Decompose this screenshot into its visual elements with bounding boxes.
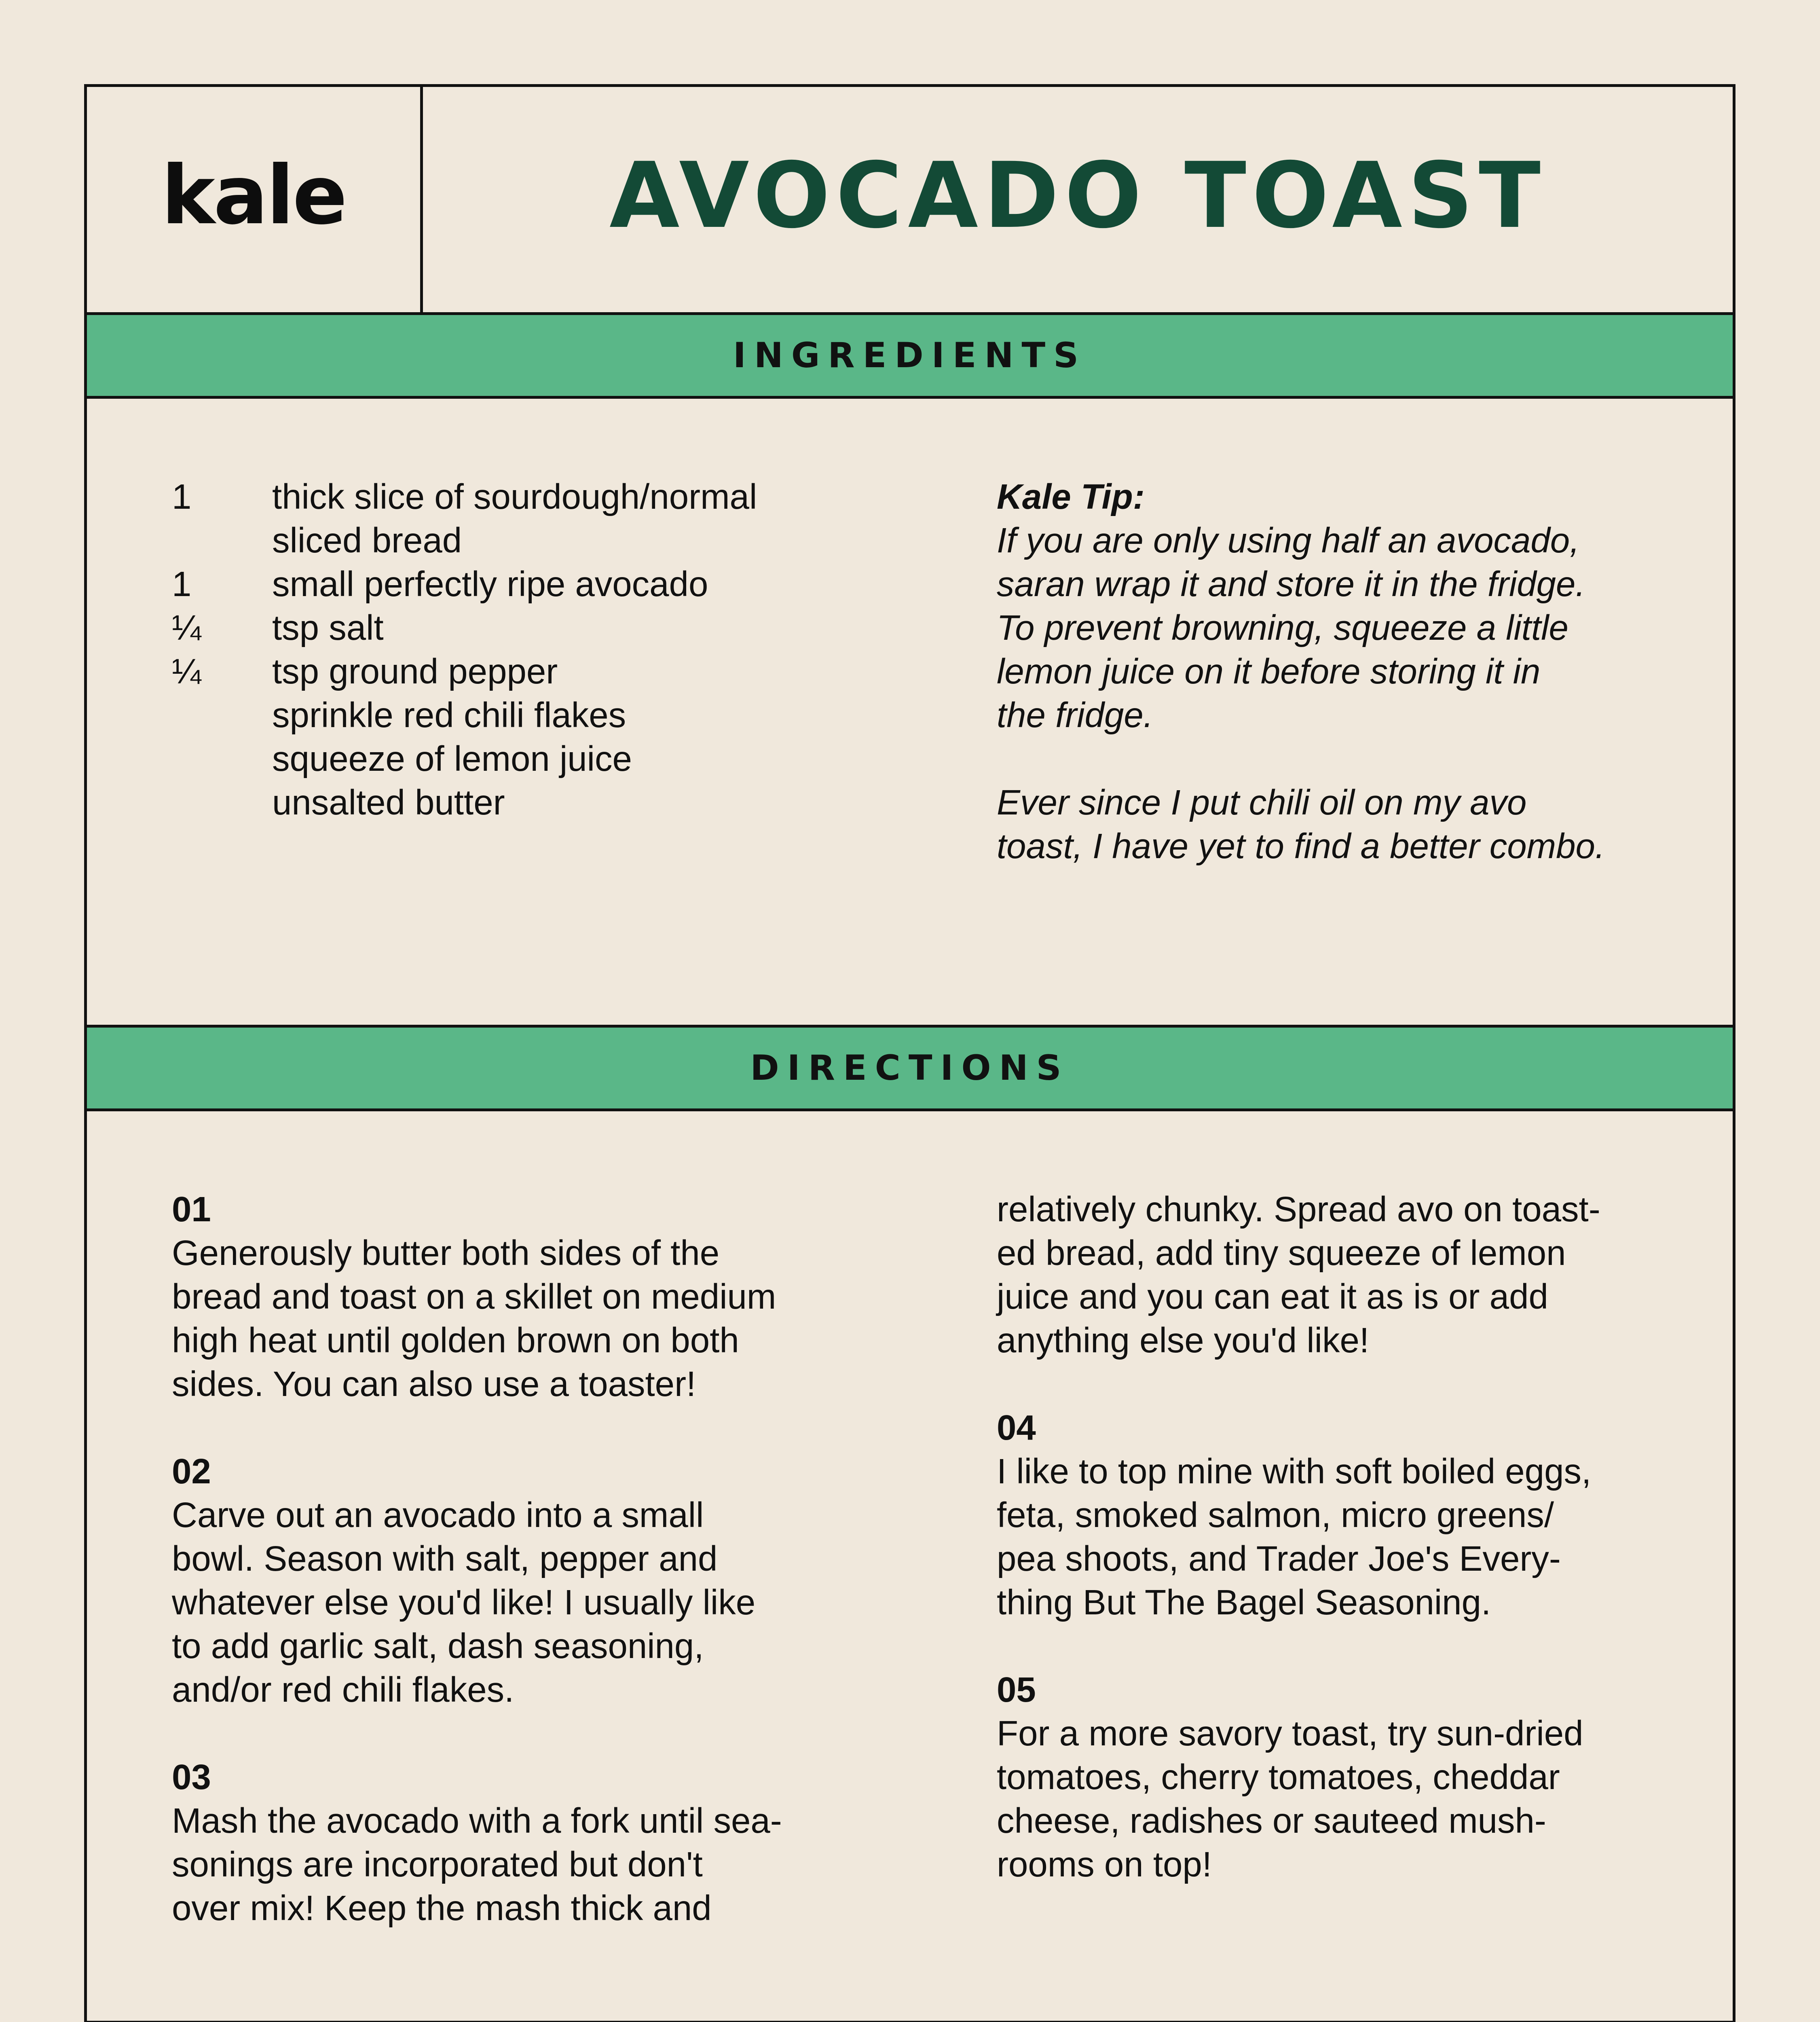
- ingredient-text-line: unsalted butter: [272, 783, 505, 822]
- step-text-line: Carve out an avocado into a small: [172, 1495, 704, 1535]
- step-text-line: relatively chunky. Spread avo on toast-: [997, 1190, 1600, 1229]
- step-text-line: bowl. Season with salt, pepper and: [172, 1539, 718, 1578]
- directions-right-column: [997, 1188, 1684, 1887]
- step-text-line: to add garlic salt, dash seasoning,: [172, 1626, 704, 1666]
- step-text-line: cheese, radishes or sauteed mush-: [997, 1801, 1546, 1840]
- kale-tip-paragraph-1: [997, 519, 1684, 737]
- step-text-line: whatever else you'd like! I usually like: [172, 1583, 756, 1622]
- step-gap: [997, 1624, 1684, 1668]
- recipe-card: [84, 84, 1735, 2022]
- ingredient-item: [172, 737, 859, 781]
- step-text-line: pea shoots, and Trader Joe's Every-: [997, 1539, 1561, 1578]
- step-text-line: I like to top mine with soft boiled eggs,: [997, 1452, 1592, 1491]
- kale-tip-line: To prevent browning, squeeze a little: [997, 608, 1568, 647]
- ingredient-item: [172, 650, 859, 694]
- step-text-line: anything else you'd like!: [997, 1321, 1370, 1360]
- direction-step: [172, 1188, 859, 1406]
- step-text-line: thing But The Bagel Seasoning.: [997, 1583, 1491, 1622]
- ingredient-text-line: sprinkle red chili flakes: [272, 696, 626, 735]
- ingredient-item: [172, 475, 859, 563]
- recipe-header: [87, 87, 1733, 315]
- step-text-line: juice and you can eat it as is or add: [997, 1277, 1548, 1316]
- ingredient-qty: ¼: [172, 608, 201, 647]
- step-number: 01: [172, 1190, 211, 1229]
- kale-tip-line: toast, I have yet to find a better combo.: [997, 827, 1605, 866]
- step-text-line: ed bread, add tiny squeeze of lemon: [997, 1233, 1566, 1273]
- kale-tip-gap: [997, 737, 1684, 781]
- kale-tip-paragraph-2: [997, 781, 1684, 868]
- recipe-title: AVOCADO TOAST: [609, 142, 1546, 248]
- ingredient-item: [172, 606, 859, 650]
- step-text-line: over mix! Keep the mash thick and: [172, 1889, 712, 1928]
- step-gap: [172, 1406, 859, 1450]
- logo-box: [87, 87, 423, 312]
- kale-tip-line: the fridge.: [997, 696, 1153, 735]
- step-number: 05: [997, 1670, 1036, 1709]
- directions-left-column: [172, 1188, 859, 1930]
- kale-tip-line: Ever since I put chili oil on my avo: [997, 783, 1527, 822]
- step-number: 02: [172, 1452, 211, 1491]
- step-text-line: sonings are incorporated but don't: [172, 1845, 703, 1884]
- step-number: 04: [997, 1408, 1036, 1447]
- step-gap: [172, 1712, 859, 1756]
- step-03-continuation: [997, 1188, 1684, 1362]
- ingredient-text-line: squeeze of lemon juice: [272, 739, 632, 778]
- kale-tip-title: Kale Tip:: [997, 477, 1145, 516]
- step-text-line: high heat until golden brown on both: [172, 1321, 739, 1360]
- direction-step: [997, 1406, 1684, 1624]
- step-text-line: bread and toast on a skillet on medium: [172, 1277, 776, 1316]
- ingredients-band: [87, 312, 1733, 399]
- directions-heading: DIRECTIONS: [750, 1048, 1070, 1088]
- step-text-line: rooms on top!: [997, 1845, 1212, 1884]
- kale-tip-line: lemon juice on it before storing it in: [997, 652, 1541, 691]
- step-text-line: For a more savory toast, try sun-dried: [997, 1714, 1583, 1753]
- ingredient-text-line: sliced bread: [272, 521, 462, 560]
- direction-step: [172, 1756, 859, 1930]
- ingredient-qty: ¼: [172, 652, 201, 691]
- step-text-line: and/or red chili flakes.: [172, 1670, 514, 1709]
- step-text-line: Mash the avocado with a fork until sea-: [172, 1801, 782, 1840]
- ingredient-item: [172, 694, 859, 737]
- ingredient-text-line: tsp salt: [272, 608, 384, 647]
- kale-tip: [997, 475, 1684, 868]
- step-number: 03: [172, 1758, 211, 1797]
- ingredient-text-line: thick slice of sourdough/normal: [272, 477, 757, 516]
- direction-step: [172, 1450, 859, 1712]
- step-text-line: tomatoes, cherry tomatoes, cheddar: [997, 1758, 1560, 1797]
- ingredient-list: [172, 475, 859, 825]
- direction-step: [997, 1668, 1684, 1887]
- ingredient-text-line: tsp ground pepper: [272, 652, 558, 691]
- ingredient-text-line: small perfectly ripe avocado: [272, 565, 708, 604]
- step-text-line: feta, smoked salmon, micro greens/: [997, 1495, 1554, 1535]
- ingredient-qty: 1: [172, 477, 192, 516]
- kale-tip-line: If you are only using half an avocado,: [997, 521, 1580, 560]
- brand-logo: kale: [161, 148, 346, 243]
- ingredient-qty: 1: [172, 565, 192, 604]
- step-text-line: sides. You can also use a toaster!: [172, 1364, 696, 1404]
- title-box: [423, 87, 1733, 312]
- kale-tip-line: saran wrap it and store it in the fridge.: [997, 565, 1585, 604]
- ingredient-item: [172, 781, 859, 825]
- directions-band: [87, 1025, 1733, 1111]
- step-gap: [997, 1362, 1684, 1406]
- ingredient-item: [172, 563, 859, 606]
- ingredients-heading: INGREDIENTS: [733, 335, 1087, 376]
- step-text-line: Generously butter both sides of the: [172, 1233, 720, 1273]
